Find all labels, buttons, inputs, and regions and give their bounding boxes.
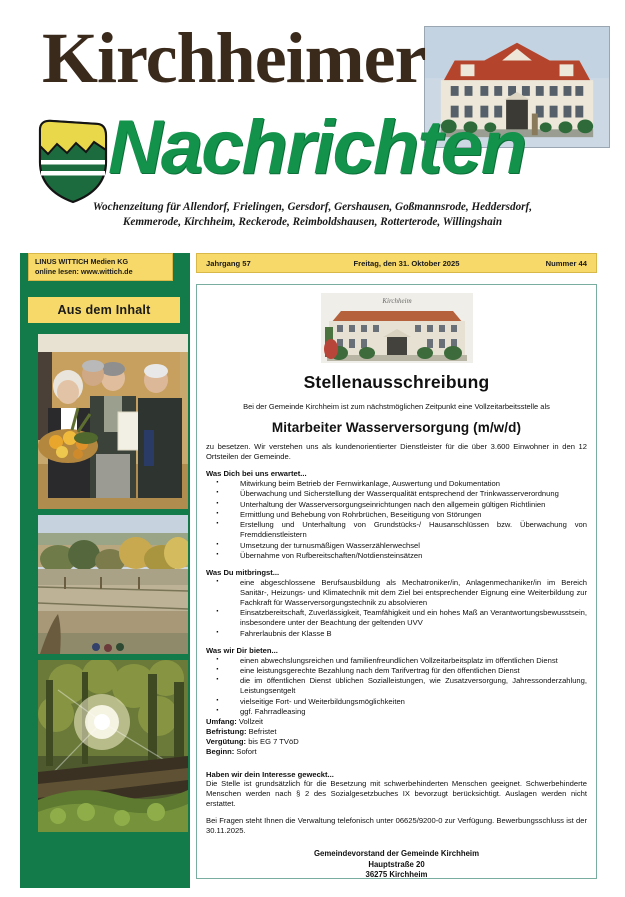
masthead-subtitle [0, 200, 625, 230]
job-advertisement [196, 284, 597, 879]
detail-row [206, 747, 587, 757]
list-requirements [206, 578, 587, 638]
list-item: · Umsetzung der turnusmäßigen Wasserzählerwechsel [206, 541, 587, 551]
list-item: · Unterhaltung der Wasserversorgungseinrichtungen nach den allgemein gültigen Richtlinien [206, 500, 587, 510]
list-item: · Mitwirkung beim Betrieb der Fernwirkanlage, Auswertung und Dokumentation [206, 479, 587, 489]
detail-row [206, 727, 587, 737]
detail-value: Befristet [246, 726, 277, 736]
list-benefits [206, 656, 587, 717]
interest-text: Die Stelle ist grundsätzlich für die Besetzung mit schwerbehinderten Menschen geeignet. Schwerbehinderte Menschen werden nach § 2 des Sozialgesetzbuches IX bevorzugt berücksichtigt. Auslagen werden nicht erstattet. [206, 778, 587, 808]
article-intro: zu besetzen. Wir verstehen uns als kundenorientierter Dienstleister für die über 3.600 Einwohner in den 12 Ortsteilen der Gemeinde. [206, 442, 587, 461]
job-title: Mitarbeiter Wasserversorgung (m/w/d) [271, 420, 522, 435]
detail-label: Umfang: [206, 716, 237, 726]
masthead [0, 0, 625, 245]
publisher-online: online lesen: www.wittich.de [35, 267, 133, 277]
aus-dem-inhalt-heading: Aus dem Inhalt [28, 297, 180, 323]
masthead-name: Nachrichten [108, 105, 526, 190]
coat-of-arms-icon [36, 116, 110, 204]
detail-label: Befristung: [206, 726, 247, 736]
list-item: · Übernahme von Rufbereitschaften/Notdiensteinsätzen [206, 551, 587, 561]
job-details [206, 717, 587, 757]
detail-row [206, 717, 587, 727]
publisher-name: LINUS WITTICH Medien KG [35, 257, 129, 266]
left-sidebar [20, 248, 190, 888]
article-lead: Bei der Gemeinde Kirchheim ist zum nächstmöglichen Zeitpunkt eine Vollzeitarbeitsstelle als [243, 402, 550, 411]
list-expectations [206, 479, 587, 561]
list-item: · vielseitige Fort- und Weiterbildungsmöglichkeiten [206, 697, 587, 707]
article-headline: Stellenausschreibung [303, 372, 490, 392]
list-item: · Erstellung und Unterhaltung von Grundstücks-/ Hausanschlüssen bzw. Überwachung von Fremddienstleistern [206, 520, 587, 540]
footer-authority: Gemeindevorstand der Gemeinde Kirchheim [313, 849, 480, 859]
detail-label: Beginn: [206, 746, 235, 756]
masthead-title: Kirchheimer [42, 18, 426, 98]
article-footer [206, 849, 587, 880]
list-item: · ggf. Fahrradleasing [206, 707, 587, 717]
list-item: · eine leistungsgerechte Bezahlung nach dem Tarifvertrag für den öffentlichen Dienst [206, 666, 587, 676]
detail-row [206, 737, 587, 747]
contact-text: Bei Fragen steht Ihnen die Verwaltung telefonisch unter 06625/9200-0 zur Verfügung. Bewerbungsschluss ist der 30.11.2025. [206, 815, 587, 835]
publisher-box [28, 253, 173, 281]
issue-volume: Jahrgang 57 [206, 258, 251, 268]
subtitle-line-2: Kemmerode, Kirchheim, Reckerode, Reimboldshausen, Rotterterode, Willingshain [122, 216, 503, 228]
list-item: · einen abwechslungsreichen und familienfreundlichen Vollzeitarbeitsplatz im öffentlichen Dienst [206, 656, 587, 666]
detail-value: Sofort [234, 746, 257, 756]
section-title-benefits: Was wir Dir bieten... [206, 645, 278, 655]
photo-award-ceremony [38, 334, 188, 509]
svg-text:Kirchheim: Kirchheim [381, 297, 412, 305]
detail-label: Vergütung: [206, 736, 247, 746]
detail-value: Vollzeit [236, 716, 263, 726]
list-item: · eine abgeschlossene Berufsausbildung als Mechatroniker/in, Anlagenmechaniker/in im Bereich Sanitär-, Heizungs- und Klimatechnik mit dem Ziel bei entsprechender Eignung eine Weiterbildung zur Fachkraft für Wasserversorgungstechnik zu absolvieren [206, 578, 587, 608]
issue-bar [196, 253, 597, 273]
photo-sunlit-forest [38, 660, 188, 832]
section-title-expectations: Was Dich bei uns erwartet... [206, 468, 307, 478]
list-item: · Ermittlung und Behebung von Rohrbrüchen, Beseitigung von Störungen [206, 510, 587, 520]
subtitle-line-1: Wochenzeitung für Allendorf, Frielingen, Gersdorf, Gershausen, Goßmannsrode, Heddersdorf, [92, 201, 533, 213]
kirchheim-building-photo [321, 293, 473, 363]
section-title-interest: Haben wir dein Interesse geweckt... [206, 769, 334, 779]
list-item: · die im öffentlichen Dienst üblichen Sozialleistungen, wie Zusatzversorgung, Jahressonderzahlung, Leistungsentgelt [206, 676, 587, 696]
issue-number: Nummer 44 [545, 258, 587, 268]
list-item: · Einsatzbereitschaft, Zuverlässigkeit, Teamfähigkeit und ein hohes Maß an Verantwortungsbewusstsein, insbesondere unter der Beachtung der geltenden UVV [206, 608, 587, 628]
photo-autumn-landscape [38, 515, 188, 654]
spacer [206, 757, 587, 763]
list-item: · Überwachung und Sicherstellung der Wasserqualität entsprechend der Trinkwasserverordnung [206, 489, 587, 499]
issue-date: Freitag, den 31. Oktober 2025 [353, 258, 460, 268]
section-title-requirements: Was Du mitbringst... [206, 568, 280, 578]
footer-city: 36275 Kirchheim [365, 870, 428, 880]
footer-street: Hauptstraße 20 [368, 859, 425, 869]
detail-value: bis EG 7 TVöD [246, 736, 299, 746]
list-item: · Fahrerlaubnis der Klasse B [206, 629, 587, 639]
